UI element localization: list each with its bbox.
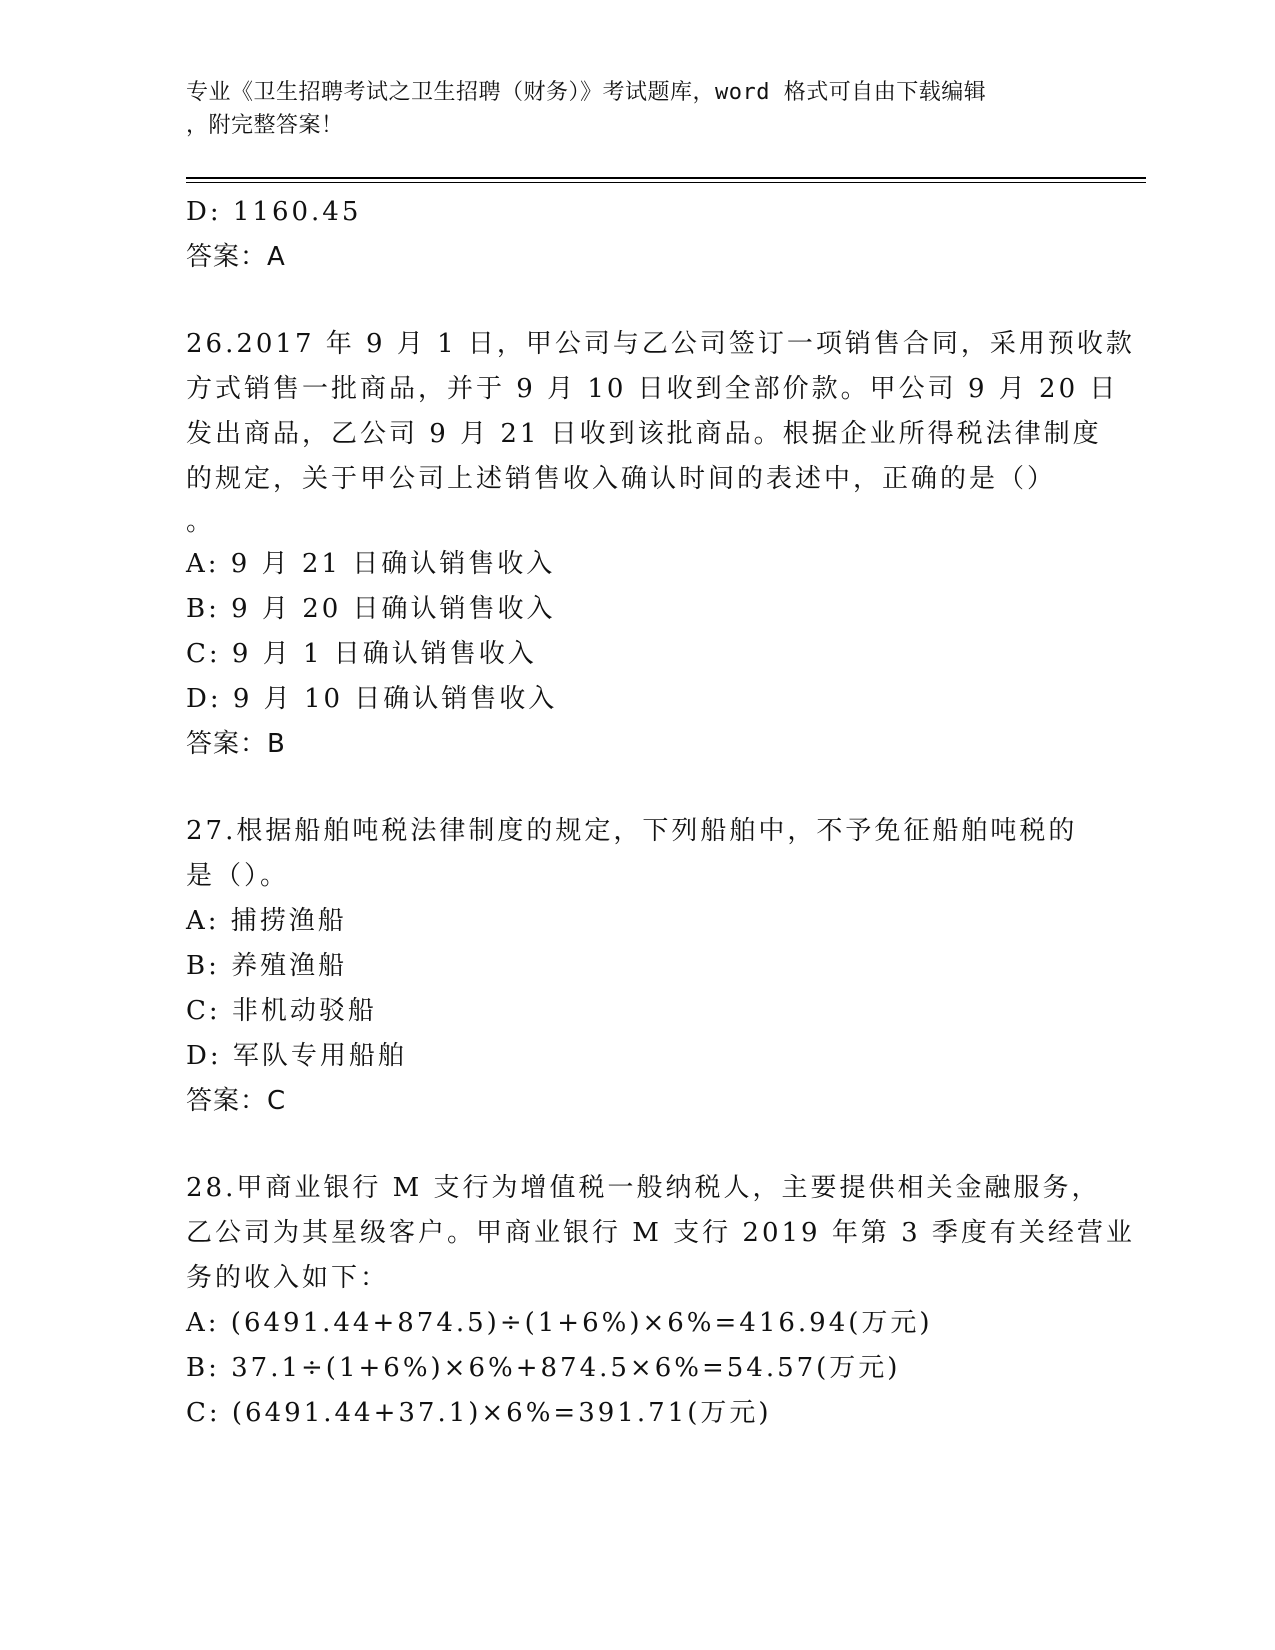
spacer [186, 280, 1086, 322]
spacer [186, 1124, 1086, 1166]
question-stem [186, 809, 1086, 899]
header-title-line-1: 专业《卫生招聘考试之卫生招聘（财务）》考试题库，word 格式可自由下载编辑 [186, 80, 987, 105]
answer-line: 答案：B [186, 729, 286, 759]
stem-line: 是（）。 [186, 861, 290, 891]
stem-line: 26.2017 年 9 月 1 日，甲公司与乙公司签订一项销售合同，采用预收款 [186, 329, 1135, 359]
option-c: C: (6491.44+37.1)×6%=391.71(万元) [186, 1398, 772, 1428]
answer-line: 答案：A [186, 242, 286, 272]
question-28 [186, 1166, 1135, 1436]
option-b: B: 37.1÷(1+6%)×6%+874.5×6%=54.57(万元) [186, 1353, 901, 1383]
stem-line: 务的收入如下： [186, 1263, 390, 1293]
stem-line: 发出商品，乙公司 9 月 21 日收到该批商品。根据企业所得税法律制度 [186, 419, 1102, 449]
header-divider-thin [186, 182, 1146, 183]
question-stem [186, 322, 1135, 542]
question-25 [186, 190, 1086, 280]
question-content [186, 190, 1135, 1436]
stem-line: 方式销售一批商品，并于 9 月 10 日收到全部价款。甲公司 9 月 20 日 [186, 374, 1119, 404]
header-title-line-2: ，附完整答案！ [186, 113, 344, 138]
option-c: C: 9 月 1 日确认销售收入 [186, 639, 537, 669]
stem-line: 28.甲商业银行 M 支行为增值税一般纳税人，主要提供相关金融服务， [186, 1173, 1101, 1203]
option-d: D: 1160.45 [186, 197, 362, 227]
option-c: C: 非机动驳船 [186, 996, 377, 1026]
page-header [186, 76, 1066, 142]
answer-line: 答案：C [186, 1086, 287, 1116]
option-a: A: 9 月 21 日确认销售收入 [186, 549, 556, 579]
option-a: A: (6491.44+874.5)÷(1+6%)×6%=416.94(万元) [186, 1308, 933, 1338]
question-stem [186, 1166, 1135, 1301]
option-a: A: 捕捞渔船 [186, 906, 347, 936]
stem-line: 的规定，关于甲公司上述销售收入确认时间的表述中，正确的是（） [186, 464, 1057, 494]
stem-line: 27.根据船舶吨税法律制度的规定，下列船舶中，不予免征船舶吨税的 [186, 816, 1078, 846]
stem-line: 乙公司为其星级客户。甲商业银行 M 支行 2019 年第 3 季度有关经营业 [186, 1218, 1135, 1248]
option-d: D: 军队专用船舶 [186, 1041, 407, 1071]
option-b: B: 9 月 20 日确认销售收入 [186, 594, 556, 624]
option-b: B: 养殖渔船 [186, 951, 348, 981]
question-27 [186, 809, 1086, 1124]
header-divider-thick [186, 177, 1146, 179]
stem-line: 。 [186, 507, 216, 537]
option-d: D: 9 月 10 日确认销售收入 [186, 684, 558, 714]
question-26 [186, 322, 1135, 767]
spacer [186, 767, 1086, 809]
